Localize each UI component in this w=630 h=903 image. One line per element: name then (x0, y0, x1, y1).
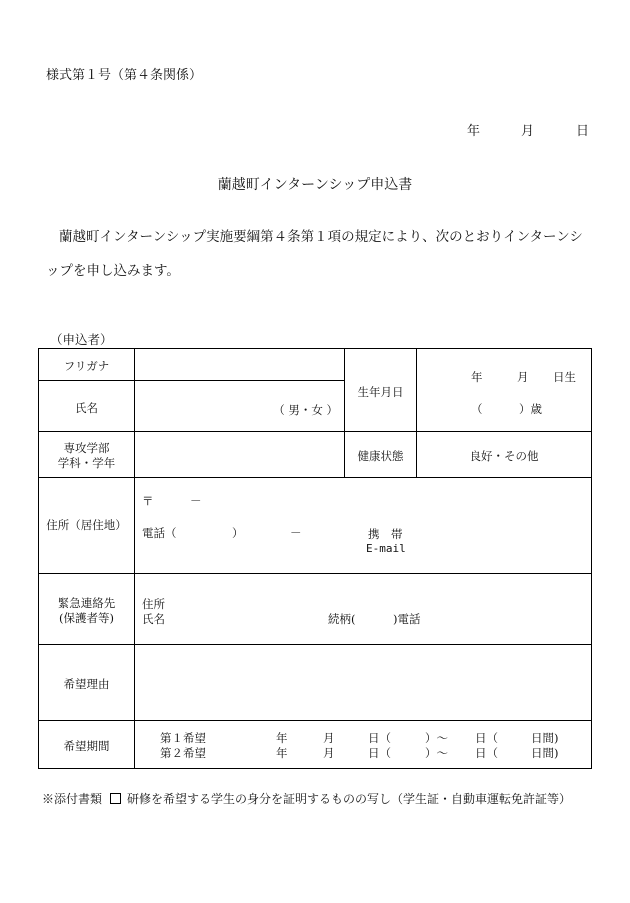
reason-field[interactable] (134, 644, 592, 721)
gender-select[interactable]: （ 男・女 ） (273, 403, 338, 417)
postal-mark: 〒 (142, 494, 154, 508)
emergency-address-label: 住所 (142, 597, 165, 611)
date-line (0, 120, 630, 139)
age-close: ）歳 (519, 402, 542, 416)
period-2-year: 年 (276, 746, 288, 760)
date-day: 日 (576, 124, 590, 139)
phone-dash: － (290, 526, 302, 540)
period-2-close: ）～ (425, 746, 448, 760)
email-label: E-mail (366, 542, 406, 555)
attachment-label: ※添付書類 (42, 792, 103, 806)
attachment-checkbox[interactable] (110, 793, 121, 804)
emergency-label-cell (38, 573, 135, 645)
period-1-close: ）～ (425, 731, 448, 745)
period-1-year: 年 (276, 731, 288, 745)
period-field[interactable] (134, 720, 592, 769)
period-label: 希望期間 (63, 739, 110, 753)
period-2-month: 月 (323, 746, 335, 760)
period-2-end-day: 日（ (475, 746, 498, 760)
phone-close: ） (232, 526, 244, 540)
health-field[interactable] (416, 431, 592, 478)
applicant-label: （申込者） (50, 332, 113, 347)
period-1-label: 第１希望 (160, 731, 206, 745)
date-month: 月 (521, 124, 535, 139)
emergency-label-line2: (保護者等) (59, 611, 114, 625)
period-1-end-day: 日（ (475, 731, 498, 745)
period-2-end-close: 日間) (531, 746, 559, 760)
emergency-label-line1: 緊急連絡先 (57, 596, 116, 610)
reason-label-cell (38, 644, 135, 721)
period-2-day: 日（ (368, 746, 391, 760)
name-field[interactable] (134, 380, 345, 432)
date-year: 年 (467, 124, 481, 139)
name-label: 氏名 (75, 401, 98, 415)
birthdate-field[interactable] (416, 348, 592, 432)
birth-year: 年 (471, 370, 483, 384)
document-title: 蘭越町インターンシップ申込書 (217, 177, 413, 193)
period-1-end-close: 日間) (531, 731, 559, 745)
health-label: 健康状態 (357, 449, 404, 463)
major-field[interactable] (134, 431, 345, 478)
name-label-cell (38, 380, 135, 432)
attachment-note (42, 790, 571, 807)
birthdate-label-cell (344, 348, 417, 432)
attachment-text: 研修を希望する学生の身分を証明するものの写し（学生証・自動車運転免許証等） (127, 792, 572, 806)
period-1-month: 月 (323, 731, 335, 745)
major-label-line1: 専攻学部 (63, 441, 110, 455)
form-number: 様式第１号（第４条関係） (46, 68, 203, 83)
address-field[interactable] (134, 477, 592, 574)
address-label-cell (38, 477, 135, 574)
period-label-cell (38, 720, 135, 769)
postal-dash: － (190, 494, 202, 508)
furigana-label-cell (38, 348, 135, 381)
health-value: 良好・その他 (469, 449, 539, 463)
relation-close: )電話 (393, 612, 421, 626)
emergency-field[interactable] (134, 573, 592, 645)
birth-month: 月 (517, 370, 529, 384)
body-paragraph: 蘭越町インターンシップ実施要綱第４条第１項の規定により、次のとおりインターンシップを申し込みます。 (46, 229, 583, 279)
health-label-cell (344, 431, 417, 478)
furigana-field[interactable] (134, 348, 345, 381)
application-form-table (38, 348, 592, 769)
emergency-name-label: 氏名 (142, 612, 165, 626)
birth-day: 日生 (553, 370, 576, 384)
reason-label: 希望理由 (63, 677, 110, 691)
phone-label: 電話（ (142, 526, 177, 540)
furigana-label: フリガナ (63, 359, 110, 373)
major-label-cell (38, 431, 135, 478)
address-label: 住所（居住地） (46, 518, 127, 532)
major-label-line2: 学科・学年 (57, 456, 116, 470)
birthdate-label: 生年月日 (357, 385, 404, 399)
relation-label: 続柄( (328, 612, 356, 626)
period-1-day: 日（ (368, 731, 391, 745)
age-open: （ (471, 402, 483, 416)
mobile-label: 携 帯 (368, 527, 403, 541)
period-2-label: 第２希望 (160, 746, 206, 760)
